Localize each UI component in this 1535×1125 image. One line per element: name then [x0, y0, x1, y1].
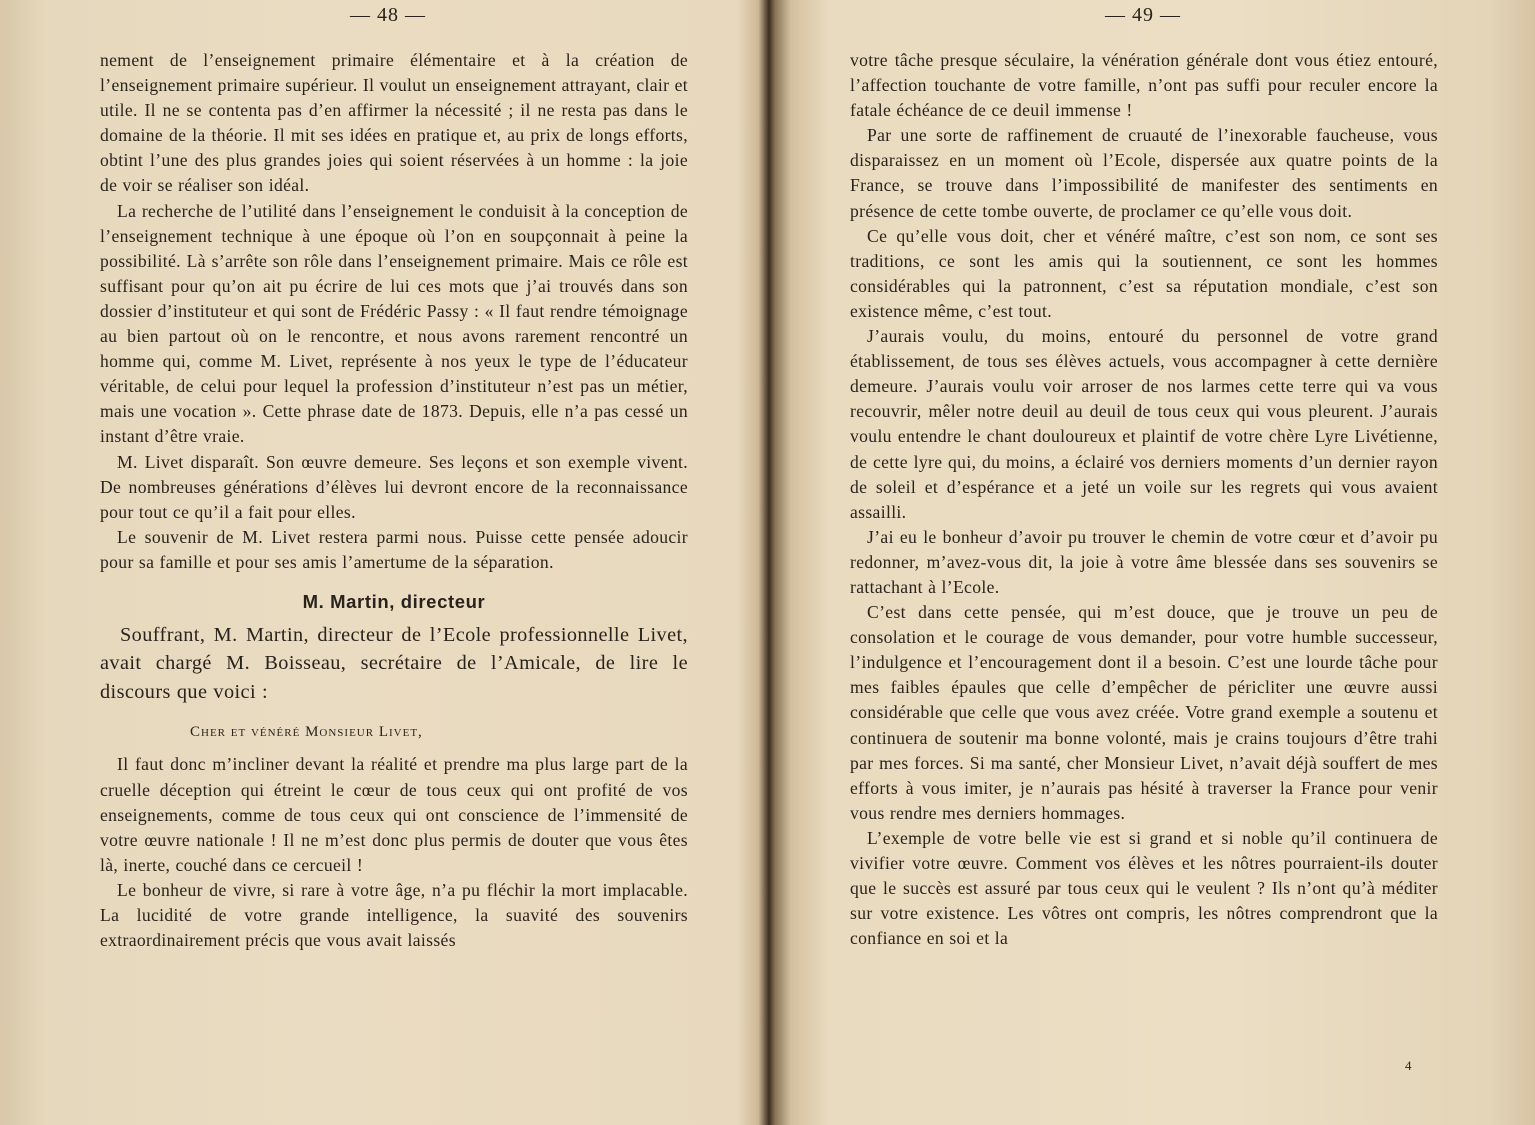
- paragraph: L’exemple de votre belle vie est si grand et si noble qu’il continuera de vivifier votre œuvre. Comment vos élèves et les nôtres pourraient-ils douter que le succès est assuré par tous ceux qui le veulent ? Ils n’ont qu’à méditer sur votre existence. Les vôtres ont compris, les nôtres comprendront que la confiance en soi et la: [850, 827, 1438, 949]
- right-text-column: [850, 48, 1438, 951]
- paragraph: votre tâche presque séculaire, la vénération générale dont vous étiez entouré, l’affection touchante de votre famille, n’ont pas suffi pour reculer encore la fatale échéance de ce deuil immense !: [850, 50, 1438, 121]
- left-text-column: [100, 48, 688, 953]
- right-page: [775, 0, 1535, 1125]
- signature-mark: 4: [1405, 1058, 1412, 1073]
- salutation: Cher et vénéré Monsieur Livet,: [190, 724, 423, 741]
- paragraph: Ce qu’elle vous doit, cher et vénéré maître, c’est son nom, ce sont ses traditions, ce sont les amis qui la soutiennent, ce sont les hommes considérables qui la patronnent, c’est sa réputation mondiale, c’est son existence même, c’est tout.: [850, 225, 1438, 321]
- paragraph: J’aurais voulu, du moins, entouré du personnel de votre grand établissement, de tous ses élèves actuels, vous accompagner à cette dernière demeure. J’aurais voulu voir arroser de nos larmes cette terre qui va vous recouvrir, mêler notre deuil au deuil de tous ceux qui vous pleurent. J’aurais voulu entendre le chant douloureux et plaintif de votre chère Lyre Livétienne, de cette lyre qui, du moins, a éclairé vos derniers moments d’un dernier rayon de soleil et d’espérance et a jeté un voile sur les regrets qui vous avaient assailli.: [850, 326, 1438, 522]
- paragraph: Le bonheur de vivre, si rare à votre âge, n’a pu fléchir la mort implacable. La lucidité de votre grande intelligence, la suavité des souvenirs extraordinairement précis que vous avait laissés: [100, 879, 688, 951]
- intro-paragraph: Souffrant, M. Martin, directeur de l’Ecole professionnelle Livet, avait chargé M. Boisseau, secrétaire de l’Amicale, de lire le discours que voici :: [100, 623, 688, 703]
- section-heading: M. Martin, directeur: [302, 590, 486, 612]
- page-number: — 48 —: [350, 4, 426, 26]
- left-page: [0, 0, 765, 1125]
- paragraph: C’est dans cette pensée, qui m’est douce, que je trouve un peu de consolation et le courage de vous demander, pour votre humble successeur, l’indulgence et l’encouragement dont il a besoin. C’est une lourde tâche pour mes faibles épaules que celle d’empêcher de péricliter une œuvre aussi considérable que celle que vous avez créée. Votre grand exemple a soutenu et continuera de soutenir ma bonne volonté, mais je crains toujours d’être trahi par mes forces. Si ma santé, cher Monsieur Livet, n’avait déjà souffert de mes efforts à vous imiter, je n’aurais pas hésité à traverser la France pour venir vous rendre mes derniers hommages.: [850, 602, 1438, 823]
- paragraph: Par une sorte de raffinement de cruauté de l’inexorable faucheuse, vous disparaissez en un moment où l’Ecole, dispersée aux quatre points de la France, se trouve dans l’impossibilité de manifester des sentiments en présence de cette tombe ouverte, de proclamer ce qu’elle vous doit.: [850, 125, 1438, 221]
- paragraph: Il faut donc m’incliner devant la réalité et prendre ma plus large part de la cruelle déception qui étreint le cœur de tous ceux qui ont profité de vos enseignements, comme de tous ceux qui ont conscience de l’immensité de votre œuvre nationale ! Il ne m’est donc plus permis de douter que vous êtes là, inerte, couché dans ce cercueil !: [100, 754, 688, 875]
- paragraph: nement de l’enseignement primaire élémentaire et à la création de l’enseignement primaire supérieur. Il voulut un enseignement attrayant, clair et utile. Il ne se contenta pas d’en affirmer la nécessité ; il ne resta pas dans le domaine de la théorie. Il mit ses idées en pratique et, au prix de longs efforts, obtint l’une des plus grandes joies qui soient réservées à un homme : la joie de voir se réaliser son idéal.: [100, 50, 688, 196]
- paragraph: M. Livet disparaît. Son œuvre demeure. Ses leçons et son exemple vivent. De nombreuses générations d’élèves lui devront encore de la reconnaissance pour tout ce qu’il a fait pour elles.: [100, 451, 688, 522]
- paragraph: La recherche de l’utilité dans l’enseignement le conduisit à la conception de l’enseignement technique à une époque où l’on en soupçonnait à peine la possibilité. Là s’arrête son rôle dans l’enseignement primaire. Mais ce rôle est suffisant pour qu’on ait pu écrire de lui ces mots que j’ai trouvés dans son dossier d’instituteur et qui sont de Frédéric Passy : « Il faut rendre témoignage au bien partout où on le rencontre, et nous avons rarement rencontré un homme qui, comme M. Livet, représente à nos yeux le type de l’éducateur véritable, de celui pour lequel la profession d’instituteur n’est pas un métier, mais une vocation ». Cette phrase date de 1873. Depuis, elle n’a pas cessé un instant d’être vraie.: [100, 200, 688, 447]
- paragraph: J’ai eu le bonheur d’avoir pu trouver le chemin de votre cœur et d’avoir pu redonner, m’avez-vous dit, la joie à votre âme blessée dans ses souvenirs se rattachant à l’Ecole.: [850, 526, 1438, 597]
- paragraph: Le souvenir de M. Livet restera parmi nous. Puisse cette pensée adoucir pour sa famille et pour ses amis l’amertume de la séparation.: [100, 526, 688, 572]
- page-number: — 49 —: [1105, 4, 1181, 26]
